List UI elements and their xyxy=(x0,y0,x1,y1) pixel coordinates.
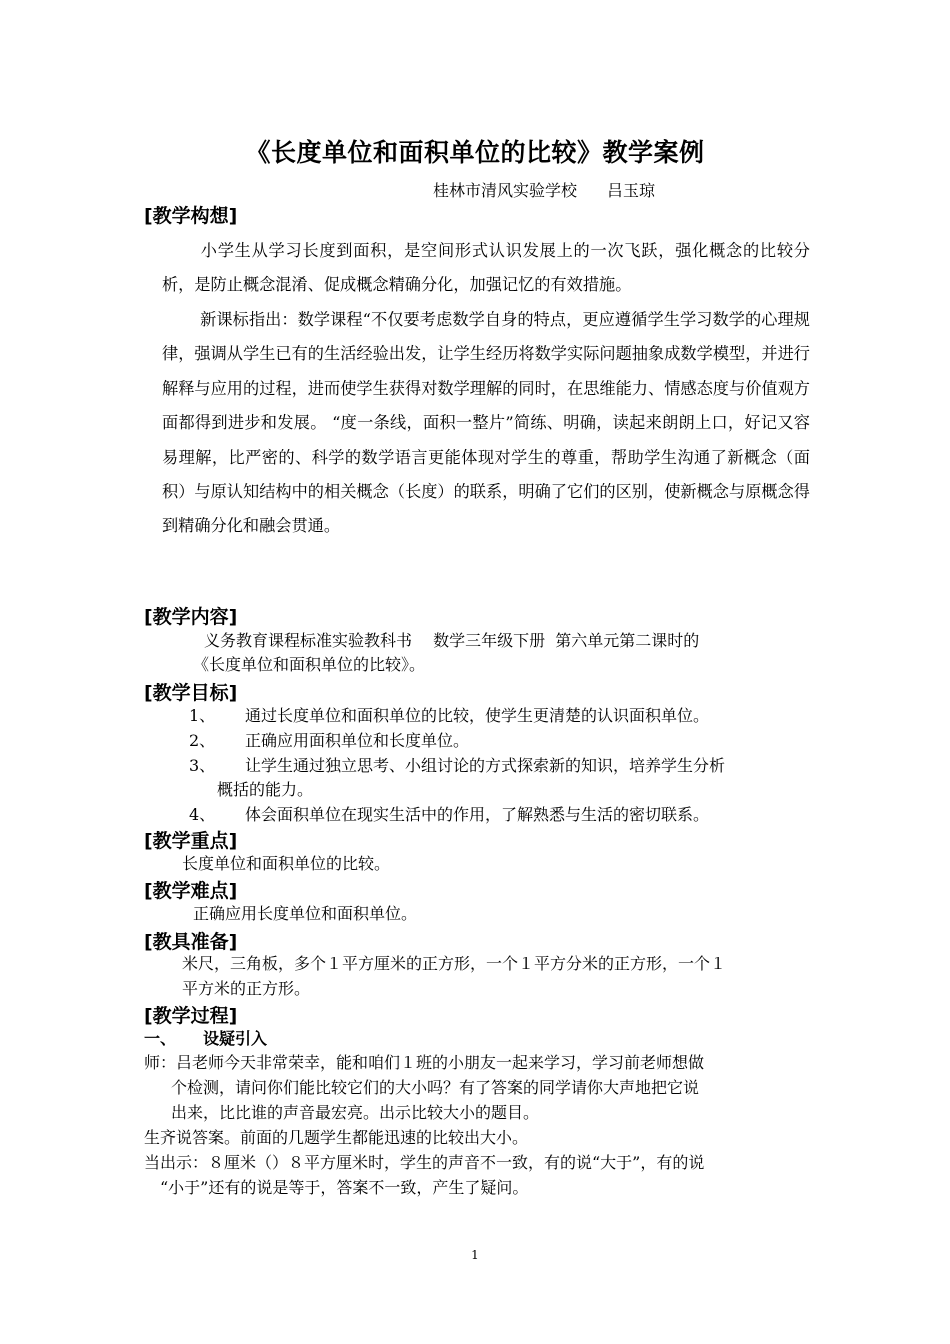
section-heading-difficulty: [教学难点] xyxy=(144,880,238,902)
prep-line-1: 米尺，三角板，多个１平方厘米的正方形，一个１平方分米的正方形，一个１ xyxy=(182,954,727,973)
process-p3-line-1: 当出示：８厘米（）８平方厘米时，学生的声音不一致，有的说“大于”，有的说 xyxy=(144,1153,705,1172)
document-title: 《长度单位和面积单位的比较》教学案例 xyxy=(245,138,705,167)
process-p3-line-2: “小于”还有的说是等于，答案不一致，产生了疑问。 xyxy=(160,1178,529,1197)
key-text: 长度单位和面积单位的比较。 xyxy=(182,854,391,873)
process-p2: 生齐说答案。前面的几题学生都能迅速的比较出大小。 xyxy=(144,1128,529,1147)
process-p1-line-1: 师：吕老师今天非常荣幸，能和咱们１班的小朋友一起来学习，学习前老师想做 xyxy=(144,1053,705,1072)
section-heading-key: [教学重点] xyxy=(144,830,238,852)
section-heading-content: [教学内容] xyxy=(144,606,238,628)
process-step-1-number: 一、 xyxy=(144,1029,177,1048)
page-number: 1 xyxy=(471,1248,479,1262)
document-page: 《长度单位和面积单位的比较》教学案例 桂林市清风实验学校 吕玉琼 [教学构想] 小学生从学习长度到面积，是空间形式认识发展上的一次飞跃，强化概念的比较分析，是防止概念混淆、促成概念精确分化，加强记忆的有效措施。 新课标指出：数学课程“不仅要考虑数学自身的特点，更应遵循学生学习数学的心理规律，强调从学生已有的生活经验出发，让学生经历将数学实际问题抽象成数学模型，并进行解释与应用的过程，进而使学生获得对数学理解的同时，在思维能力、情感态度与价值观方面都得到进步和发展。 “度一条线，面积一整片”简练、明确，读起来朗朗上口，好记又容易理解，比严密的、科学的数学语言更能体现对学生的尊重，帮助学生沟通了新概念（面积）与原认知结构中的相关概念（长度）的联系，明确了它们的区别，使新概念与原概念得到精确分化和融会贯通。 [教学内容] 义务教育课程标准实验教科书 数学三年级下册 第六单元第二课时的 《长度单位和面积单位的比较》。 [教学目标] 1、 通过长度单位和面积单位的比较，使学生更清楚的认识面积单位。 2、 正确应用面积单位和长度单位。 3、 让学生通过独立思考、小组讨论的方式探索新的知识，培养学生分析 概括的能力。 4、 体会面积单位在现实生活中的作用，了解熟悉与生活的密切联系。 [教学重点] 长度单位和面积单位的比较。 [教学难点] 正确应用长度单位和面积单位。 [教具准备] 米尺，三角板，多个１平方厘米的正方形，一个１平方分米的正方形，一个１ 平方米的正方形。 [教学过程] 一、 设疑引入 师：吕老师今天非常荣幸，能和咱们１班的小朋友一起来学习，学习前老师想做 个检测，请问你们能比较它们的大小吗？有了答案的同学请你大声地把它说 出来，比比谁的声音最宏亮。出示比较大小的题目。 生齐说答案。前面的几题学生都能迅速的比较出大小。 当出示：８厘米（）８平方厘米时，学生的声音不一致，有的说“大于”，有的说 “小于”还有的说是等于，答案不一致，产生了疑问。 1 xyxy=(0,0,950,1344)
section-heading-goals: [教学目标] xyxy=(144,682,238,704)
process-step-1-title: 设疑引入 xyxy=(203,1029,268,1048)
content-line-1: 义务教育课程标准实验教科书 数学三年级下册 第六单元第二课时的 xyxy=(204,631,700,650)
author-line xyxy=(433,178,655,201)
prep-line-2: 平方米的正方形。 xyxy=(182,979,311,998)
section-heading-process: [教学过程] xyxy=(144,1005,238,1027)
process-p1-line-3: 出来，比比谁的声音最宏亮。出示比较大小的题目。 xyxy=(171,1103,540,1122)
section-heading-prep: [教具准备] xyxy=(144,931,238,953)
goal-item-3-continued: 概括的能力。 xyxy=(217,780,314,799)
process-p1-line-2: 个检测，请问你们能比较它们的大小吗？有了答案的同学请你大声地把它说 xyxy=(171,1078,700,1097)
author-name: 吕玉琼 xyxy=(607,181,656,200)
process-step-1 xyxy=(144,1029,267,1049)
section-heading-concept: [教学构想] xyxy=(144,205,238,227)
concept-paragraph-1: 小学生从学习长度到面积，是空间形式认识发展上的一次飞跃，强化概念的比较分析，是防止概念混淆、促成概念精确分化，加强记忆的有效措施。 xyxy=(162,241,810,295)
content-line-2: 《长度单位和面积单位的比较》。 xyxy=(193,655,426,674)
difficulty-text: 正确应用长度单位和面积单位。 xyxy=(193,904,418,923)
author-school: 桂林市清风实验学校 xyxy=(433,181,578,200)
concept-paragraph-2: 新课标指出：数学课程“不仅要考虑数学自身的特点，更应遵循学生学习数学的心理规律，强调从学生已有的生活经验出发，让学生经历将数学实际问题抽象成数学模型，并进行解释与应用的过程，进而使学生获得对数学理解的同时，在思维能力、情感态度与价值观方面都得到进步和发展。 “度一条线，面积一整片”简练、明确，读起来朗朗上口，好记又容易理解，比严密的、科学的数学语言更能体现对学生的尊重，帮助学生沟通了新概念（面积）与原认知结构中的相关概念（长度）的联系，明确了它们的区别，使新概念与原概念得到精确分化和融会贯通。 xyxy=(162,310,810,536)
